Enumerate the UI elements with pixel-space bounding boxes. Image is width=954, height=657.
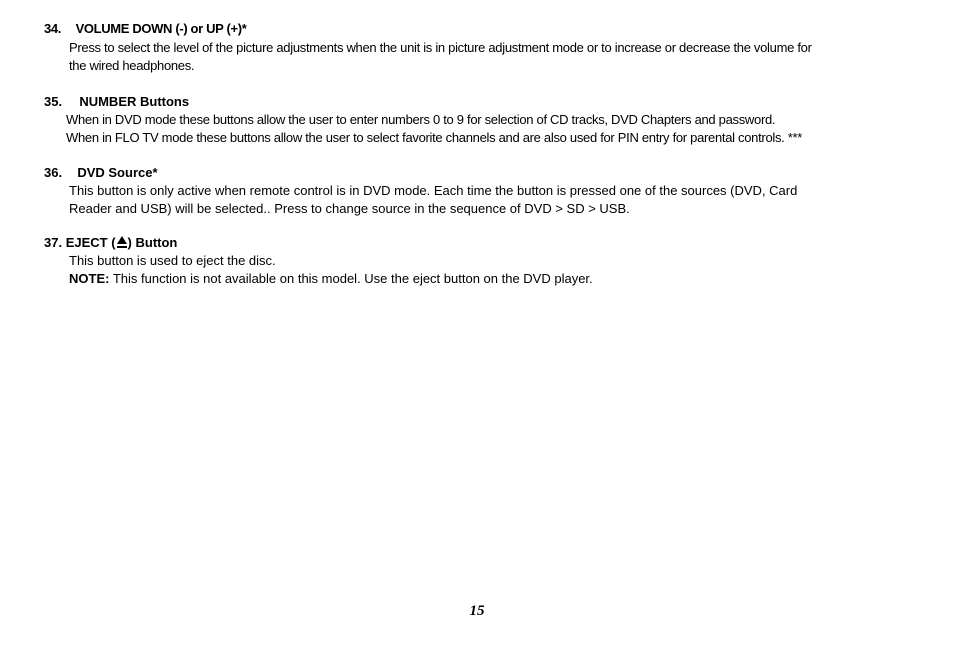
body-line: the wired headphones. bbox=[69, 58, 195, 73]
section-title-suffix: ) Button bbox=[127, 235, 178, 250]
section-number: 37. bbox=[44, 235, 63, 250]
section-title: VOLUME DOWN (-) or UP (+)* bbox=[75, 21, 247, 36]
section-heading bbox=[44, 20, 246, 38]
section-heading bbox=[44, 93, 189, 111]
page-number: 15 bbox=[469, 603, 485, 619]
section-heading bbox=[44, 234, 177, 252]
body-line: Press to select the level of the picture adjustments when the unit is in picture adjustment mode or to increase or decrease the volume for bbox=[69, 40, 812, 55]
eject-icon bbox=[117, 236, 127, 248]
section-title: NUMBER Buttons bbox=[79, 94, 190, 109]
section-title: DVD Source* bbox=[77, 165, 158, 180]
section-heading bbox=[44, 164, 158, 182]
section-title-prefix: EJECT ( bbox=[65, 235, 116, 250]
section-number: 34. bbox=[44, 21, 62, 36]
body-line: When in FLO TV mode these buttons allow the user to select favorite channels and are also used for PIN entry for parental controls. *** bbox=[66, 130, 803, 145]
body-line: This button is only active when remote control is in DVD mode. Each time the button is pressed one of the sources (DVD, Card bbox=[69, 183, 798, 198]
note-label: NOTE: bbox=[69, 271, 110, 286]
body-line: When in DVD mode these buttons allow the user to enter numbers 0 to 9 for selection of CD tracks, DVD Chapters and password. bbox=[66, 112, 776, 127]
section-number: 36. bbox=[44, 165, 63, 180]
body-line: This button is used to eject the disc. bbox=[69, 253, 276, 268]
section-number: 35. bbox=[44, 94, 63, 109]
note-text: This function is not available on this model. Use the eject button on the DVD player. bbox=[109, 271, 593, 286]
note-line bbox=[69, 270, 593, 288]
body-line: Reader and USB) will be selected.. Press to change source in the sequence of DVD > SD > USB. bbox=[69, 201, 630, 216]
